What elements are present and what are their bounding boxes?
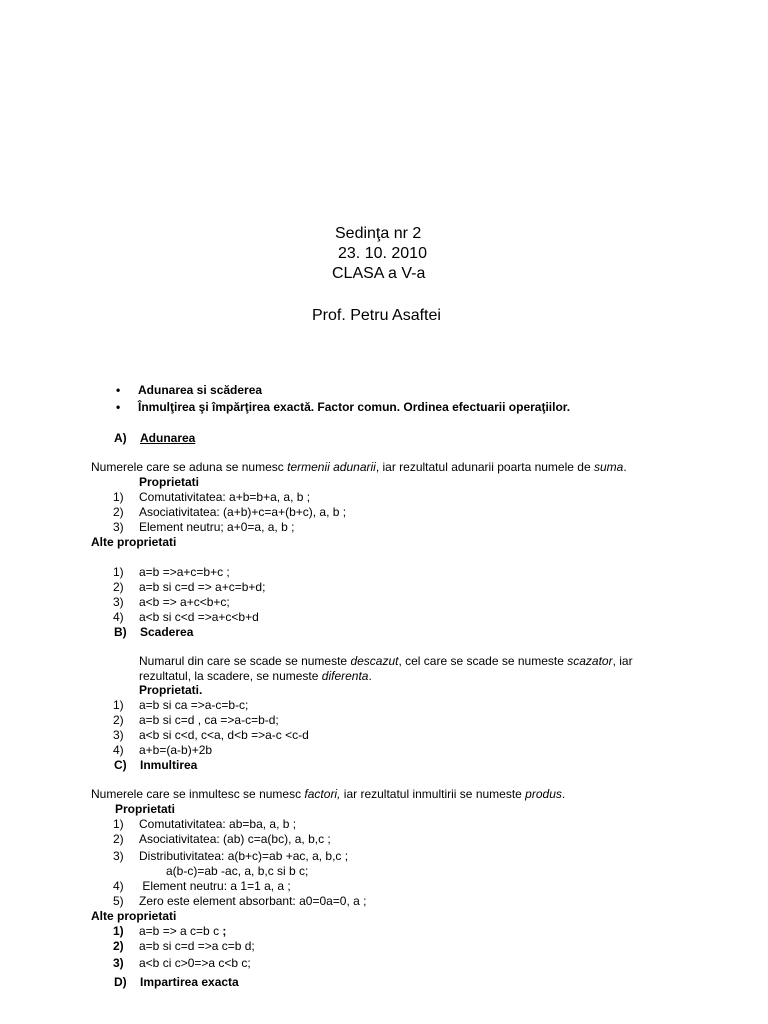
list-item: 3) a<b ci c>0=>a c<b c; [113,956,251,970]
list-item: 1) Comutativitatea: ab=ba, a, b ; [113,817,297,831]
topic-item: • Adunarea si scăderea [116,383,263,397]
session-date: 23. 10. 2010 [338,245,427,262]
list-item: 1) a=b =>a+c=b+c ; [113,565,230,579]
section-b-intro-line1: Numarul din care se scade se numeste descazut, cel care se scade se numeste scazator, iar [139,654,633,668]
list-item: 2) Asociativitatea: (a+b)+c=a+(b+c), a, b ; [113,505,347,519]
list-item: 2) Asociativitatea: (ab) c=a(bc), a, b,c ; [113,832,331,846]
section-c-heading: C) Inmultirea [114,758,198,772]
section-a-props-title: Proprietati [139,475,200,489]
list-item: 3) Distributivitatea: a(b+c)=ab +ac, a, b,c ; [113,849,349,863]
topic-item: • Înmulţirea şi împărţirea exactă. Factor comun. Ordinea efectuarii operaţiilor. [116,400,571,414]
author-name: Prof. Petru Asaftei [312,307,441,324]
section-a-other-title: Alte proprietati [91,535,177,549]
list-item: 1) a=b si ca =>a-c=b-c; [113,698,249,712]
section-c-other-title: Alte proprietati [91,909,177,923]
section-c-intro: Numerele care se inmultesc se numesc factori, iar rezultatul inmultirii se numeste produs. [91,787,566,801]
section-b-intro-line2: rezultatul, la scadere, se numeste diferenta. [139,669,372,683]
section-a-intro: Numerele care se aduna se numesc termenii adunarii, iar rezultatul adunarii poarta numele de suma. [91,460,627,474]
section-d-heading: D) Impartirea exacta [114,975,239,989]
list-item: 2) a=b si c=d , ca =>a-c=b-d; [113,713,279,727]
section-a-heading: A) Adunarea [114,431,196,445]
list-item: 5) Zero este element absorbant: a0=0a=0, a ; [113,894,367,908]
class-label: CLASA a V-a [332,265,426,282]
list-item: 2) a=b si c=d => a+c=b+d; [113,580,266,594]
list-item: 3) Element neutru; a+0=a, a, b ; [113,520,295,534]
bullet-icon: • [116,400,121,414]
list-item: 1) a=b => a c=b c ; [113,924,227,938]
list-item: 4) Element neutru: a 1=1 a, a ; [113,879,291,893]
list-item: 2) a=b si c=d =>a c=b d; [113,939,255,953]
session-title: Sedinţa nr 2 [335,225,422,242]
list-item-continuation: a(b-c)=ab -ac, a, b,c si b c; [166,864,309,878]
list-item: 3) a<b si c<d, c<a, d<b =>a-c <c-d [113,728,309,742]
list-item: 4) a+b=(a-b)+2b [113,743,213,757]
bullet-icon: • [116,383,121,397]
list-item: 1) Comutativitatea: a+b=b+a, a, b ; [113,490,311,504]
list-item: 3) a<b => a+c<b+c; [113,595,230,609]
section-c-props-title: Proprietati [115,802,176,816]
list-item: 4) a<b si c<d =>a+c<b+d [113,610,259,624]
section-b-props-title: Proprietati. [139,683,203,697]
section-b-heading: B) Scaderea [114,625,194,639]
